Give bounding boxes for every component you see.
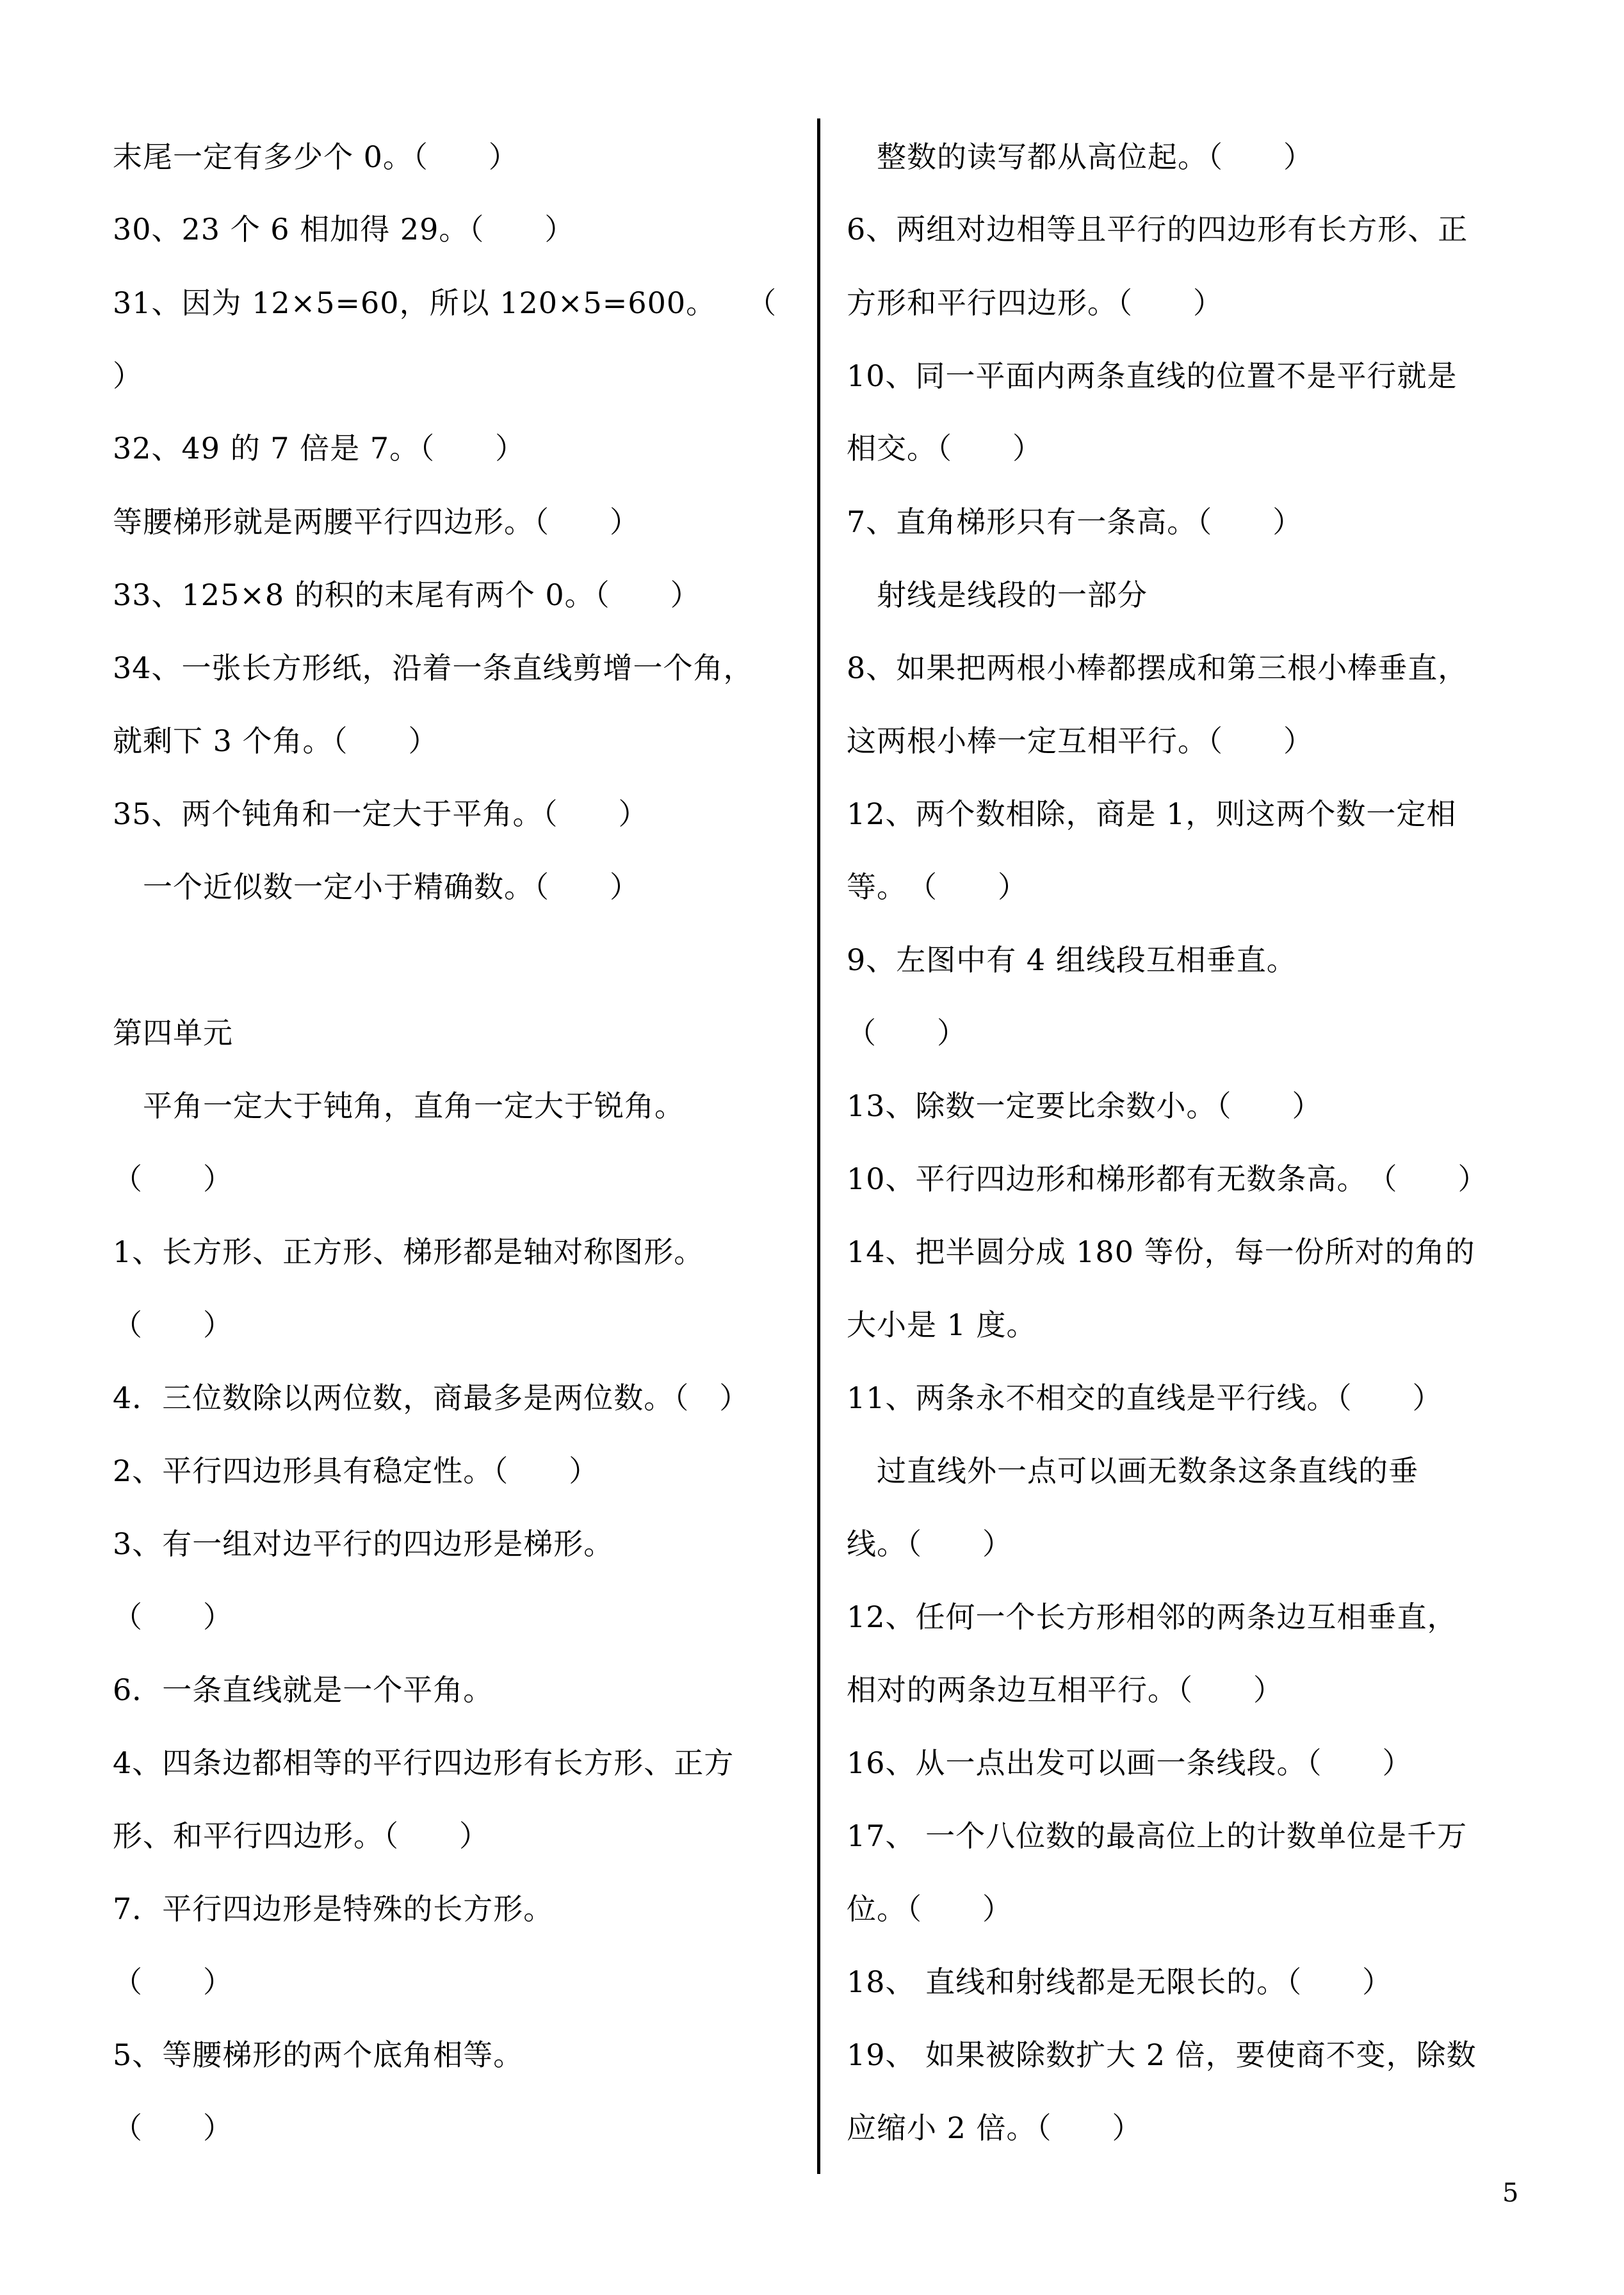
right-line-21: 12、任何一个长方形相邻的两条边互相垂直， (847, 1600, 1458, 1634)
left-line-1: 末尾一定有多少个 0。（ ） (113, 140, 519, 174)
left-line-2: 30、23 个 6 相加得 29。（ ） (113, 212, 575, 247)
left-line-9: 就剩下 3 个角。（ ） (113, 724, 439, 758)
left-line-19: 3、有一组对边平行的四边形是梯形。 (113, 1527, 614, 1561)
left-line-10: 35、两个钝角和一定大于平角。（ ） (113, 797, 649, 831)
right-line-8: 8、如果把两根小棒都摆成和第三根小棒垂直， (847, 651, 1468, 685)
left-line-27: （ ） (113, 2111, 233, 2145)
left-line-25: （ ） (113, 1965, 233, 1999)
left-line-26: 5、等腰梯形的两个底角相等。 (113, 2038, 524, 2072)
right-line-18: 11、两条永不相交的直线是平行线。（ ） (847, 1381, 1443, 1415)
left-line-6: 等腰梯形就是两腰平行四边形。（ ） (113, 505, 640, 539)
left-line-7: 33、125×8 的积的末尾有两个 0。（ ） (113, 578, 701, 612)
right-line-20: 线。（ ） (847, 1527, 1012, 1561)
right-line-4: 10、同一平面内两条直线的位置不是平行就是 (847, 359, 1458, 393)
left-line-14: （ ） (113, 1162, 233, 1196)
right-line-6: 7、直角梯形只有一条高。（ ） (847, 505, 1303, 539)
left-line-16: （ ） (113, 1308, 233, 1342)
right-line-11: 等。 （ ） (847, 870, 1028, 904)
left-line-11: 一个近似数一定小于精确数。（ ） (113, 870, 640, 904)
left-line-21: 6．一条直线就是一个平角。 (113, 1673, 494, 1707)
right-line-9: 这两根小棒一定互相平行。（ ） (847, 724, 1313, 758)
right-line-2: 6、两组对边相等且平行的四边形有长方形、正 (847, 212, 1468, 247)
left-line-17: 4．三位数除以两位数，商最多是两位数。（ ） (113, 1381, 750, 1415)
right-line-14: 13、除数一定要比余数小。（ ） (847, 1089, 1322, 1123)
right-line-22: 相对的两条边互相平行。（ ） (847, 1673, 1283, 1707)
right-line-15: 10、平行四边形和梯形都有无数条高。 （ ） (847, 1162, 1488, 1196)
left-line-18: 2、平行四边形具有稳定性。（ ） (113, 1454, 599, 1488)
column-divider (817, 118, 820, 2174)
left-line-8: 34、一张长方形纸，沿着一条直线剪增一个角， (113, 651, 754, 685)
right-line-17: 大小是 1 度。 (847, 1308, 1037, 1342)
right-line-7: 射线是线段的一部分 (847, 578, 1148, 612)
right-line-19: 过直线外一点可以画无数条这条直线的垂 (847, 1454, 1418, 1488)
left-line-23: 形、和平行四边形。（ ） (113, 1819, 489, 1853)
right-line-23: 16、从一点出发可以画一条线段。（ ） (847, 1746, 1413, 1780)
left-line-22: 4、四条边都相等的平行四边形有长方形、正方 (113, 1746, 735, 1780)
left-line-5: 32、49 的 7 倍是 7。（ ） (113, 431, 526, 466)
right-line-12: 9、左图中有 4 组线段互相垂直。 (847, 943, 1297, 977)
section-heading: 第四单元 (113, 1016, 233, 1050)
page-number: 5 (1502, 2178, 1519, 2208)
left-line-4: ） (113, 359, 143, 393)
right-line-1: 整数的读写都从高位起。（ ） (847, 140, 1313, 174)
left-line-15: 1、长方形、正方形、梯形都是轴对称图形。 (113, 1235, 704, 1269)
right-line-16: 14、把半圆分成 180 等份，每一份所对的角的 (847, 1235, 1475, 1269)
right-line-24: 17、 一个八位数的最高位上的计数单位是千万 (847, 1819, 1468, 1853)
right-line-28: 应缩小 2 倍。（ ） (847, 2111, 1142, 2145)
right-line-25: 位。（ ） (847, 1892, 1012, 1926)
left-line-20: （ ） (113, 1600, 233, 1634)
right-line-26: 18、 直线和射线都是无限长的。（ ） (847, 1965, 1393, 1999)
left-line-24: 7．平行四边形是特殊的长方形。 (113, 1892, 554, 1926)
right-line-5: 相交。（ ） (847, 431, 1043, 466)
left-line-3: 31、因为 12×5=60，所以 120×5=600。 （ (113, 286, 777, 320)
right-line-27: 19、 如果被除数扩大 2 倍，要使商不变，除数 (847, 2038, 1477, 2072)
left-line-13: 平角一定大于钝角，直角一定大于锐角。 (113, 1089, 685, 1123)
right-line-3: 方形和平行四边形。（ ） (847, 286, 1223, 320)
right-line-10: 12、两个数相除，商是 1，则这两个数一定相 (847, 797, 1457, 831)
right-line-13: （ ） (847, 1016, 967, 1050)
